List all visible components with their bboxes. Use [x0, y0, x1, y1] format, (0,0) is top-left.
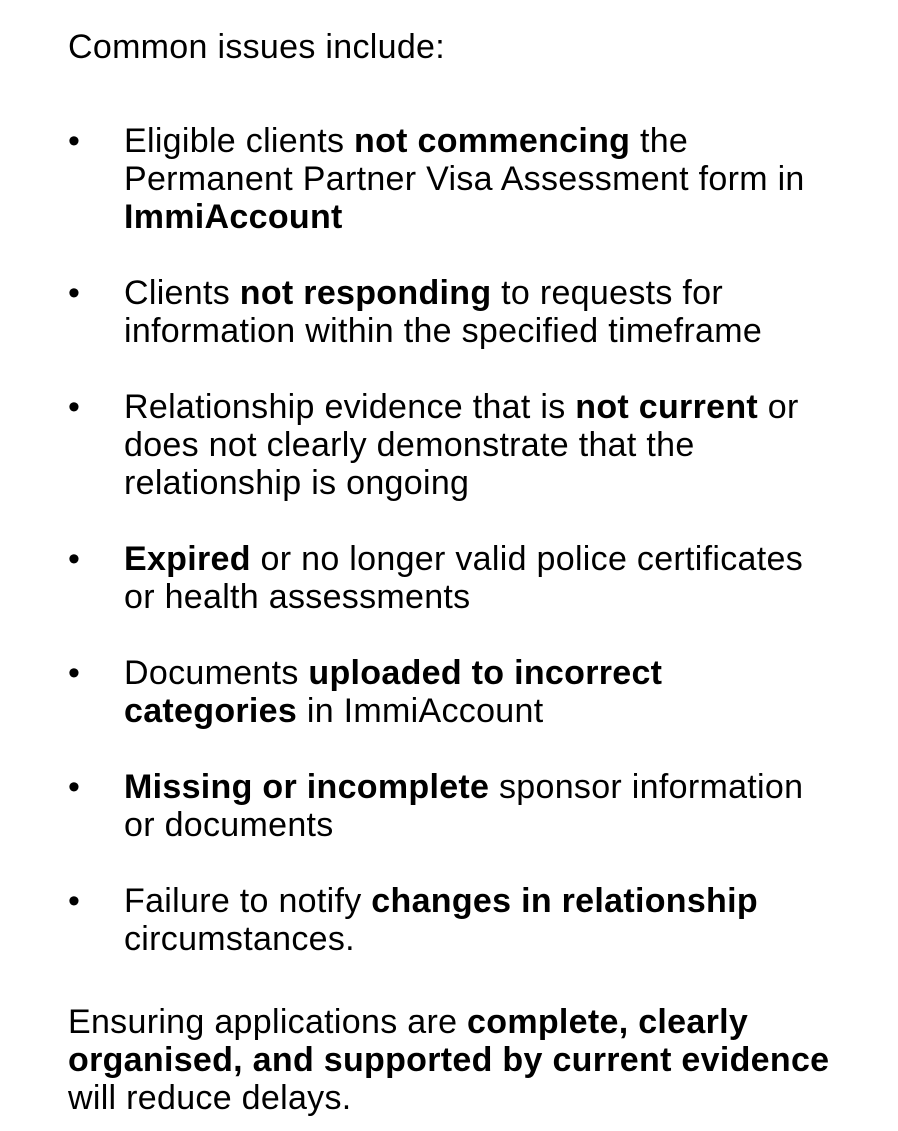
bold-text-run: categories	[124, 692, 298, 730]
bullet-icon: •	[68, 274, 81, 312]
bullet-text	[124, 274, 868, 350]
text-run: Clients	[124, 274, 240, 312]
bullet-icon: •	[68, 540, 81, 578]
text-run: circumstances.	[124, 920, 355, 958]
bullet-text	[124, 540, 868, 616]
text-run: Documents	[124, 654, 309, 692]
text-run: sponsor information	[489, 768, 804, 806]
bullet-item	[68, 882, 868, 958]
text-run: Ensuring applications are	[68, 1003, 468, 1041]
bullet-text	[124, 122, 868, 236]
closing-paragraph	[68, 1003, 868, 1117]
intro-text: Common issues include:	[68, 28, 445, 66]
bold-text-run: not commencing	[354, 122, 631, 160]
text-run: will reduce delays.	[68, 1079, 352, 1117]
bold-text-run: uploaded to incorrect	[308, 654, 663, 692]
text-run: the	[630, 122, 689, 160]
text-run: or	[758, 388, 799, 426]
bold-text-run: changes in relationship	[371, 882, 758, 920]
bold-text-run: ImmiAccount	[124, 198, 343, 236]
text-run: or documents	[124, 806, 334, 844]
text-run: does not clearly demonstrate that the	[124, 426, 695, 464]
bullet-item	[68, 274, 868, 350]
text-run: or no longer valid police certificates	[250, 540, 804, 578]
text-run: to requests for	[491, 274, 723, 312]
bullet-text	[124, 768, 868, 844]
bullet-item	[68, 654, 868, 730]
text-run: Failure to notify	[124, 882, 372, 920]
bullet-text	[124, 882, 868, 958]
bullet-text	[124, 654, 868, 730]
text-run: Relationship evidence that is	[124, 388, 576, 426]
bullet-icon: •	[68, 882, 81, 920]
text-run: relationship is ongoing	[124, 464, 470, 502]
bullet-item	[68, 388, 868, 502]
bold-text-run: organised, and supported by current evidence	[68, 1041, 830, 1079]
bold-text-run: complete, clearly	[467, 1003, 749, 1041]
bullet-icon: •	[68, 768, 81, 806]
text-run: information within the specified timeframe	[124, 312, 763, 350]
bullet-icon: •	[68, 654, 81, 692]
text-run: Permanent Partner Visa Assessment form in	[124, 160, 805, 198]
bullet-item	[68, 768, 868, 844]
bullet-item	[68, 122, 868, 236]
bold-text-run: not responding	[239, 274, 492, 312]
text-run: in ImmiAccount	[297, 692, 544, 730]
bullet-item	[68, 540, 868, 616]
bullet-text	[124, 388, 868, 502]
bold-text-run: not current	[575, 388, 759, 426]
bold-text-run: Missing or incomplete	[124, 768, 490, 806]
bullet-icon: •	[68, 388, 81, 426]
text-run: Eligible clients	[124, 122, 354, 160]
bullet-icon: •	[68, 122, 81, 160]
text-run: or health assessments	[124, 578, 471, 616]
bold-text-run: Expired	[124, 540, 251, 578]
bullet-list	[68, 122, 868, 958]
